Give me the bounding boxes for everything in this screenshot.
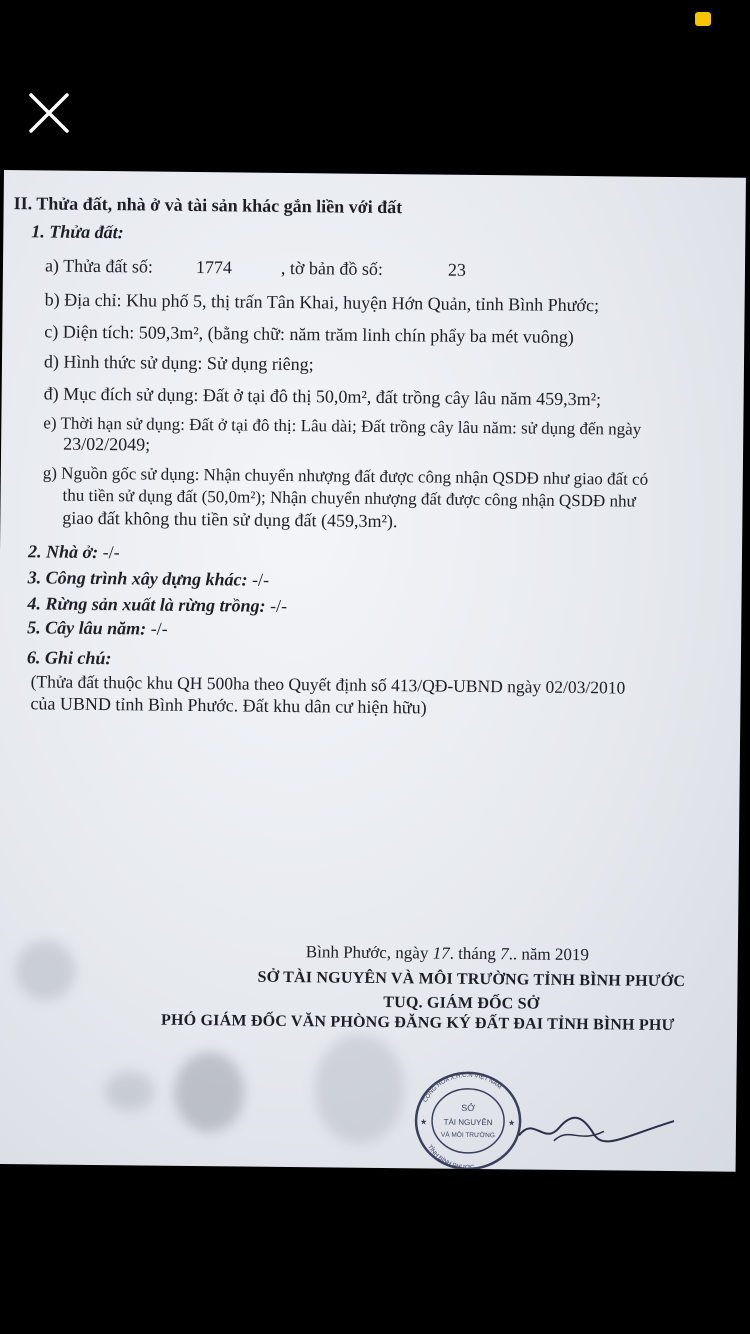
purpose-line: đ) Mục đích sử dụng: Đất ở tại đô thị 50,0m², đất trồng cây lâu năm 459,3m²; — [43, 383, 602, 410]
date-year: năm 2019 — [521, 944, 590, 965]
seal-text-1: SỞ — [461, 1102, 476, 1113]
date-day: 17 — [432, 943, 450, 963]
term-line-1: e) Thời hạn sử dụng: Đất ở tại đô thị: Lâu dài; Đất trồng cây lâu năm: sử dụng đến ngày — [43, 413, 642, 439]
origin-line-1: g) Nguồn gốc sử dụng: Nhận chuyển nhượng đất được công nhận QSDĐ như giao đất có — [42, 463, 649, 489]
construction-line — [28, 566, 270, 591]
usage-form-line: d) Hình thức sử dụng: Sử dụng riêng; — [43, 351, 314, 375]
seal-text-3: VÀ MÔI TRƯỜNG — [440, 1131, 495, 1140]
issuing-authority: SỞ TÀI NGUYÊN VÀ MÔI TRƯỜNG TỈNH BÌNH PHƯỚC — [257, 968, 686, 991]
seal-ring-top: CỘNG HÒA X.H.C.N VIỆT NAM — [422, 1072, 503, 1104]
perennial-label: 5. Cây lâu năm: — [27, 617, 147, 639]
forest-label: 4. Rừng sản xuất là rừng trồng: — [27, 593, 266, 616]
house-line — [28, 540, 120, 563]
seal-text-2: TÀI NGUYÊN — [443, 1117, 493, 1128]
signer-title: PHÓ GIÁM ĐỐC VĂN PHÒNG ĐĂNG KÝ ĐẤT ĐAI TỈNH BÌNH PHƯ — [161, 1011, 675, 1035]
date-prefix: Bình Phước, ngày — [305, 942, 429, 963]
origin-line-2: thu tiền sử dụng đất (50,0m²); Nhận chuyển nhượng đất được công nhận QSDĐ như — [62, 485, 636, 511]
stain — [104, 1071, 154, 1112]
term-line-2: 23/02/2049; — [63, 433, 151, 455]
signature-icon — [514, 1105, 684, 1152]
perennial-value: -/- — [150, 618, 168, 639]
parcel-line — [45, 254, 466, 280]
origin-line-3: giao đất không thu tiền sử dụng đất (459,3m²). — [62, 507, 398, 532]
stain — [174, 1052, 245, 1133]
document-photo[interactable] — [0, 170, 746, 1172]
area-line: c) Diện tích: 509,3m², (bằng chữ: năm trăm linh chín phẩy ba mét vuông) — [44, 321, 574, 347]
date-month: 7 — [500, 944, 509, 964]
seal-ring-bottom: TỈNH BÌNH PHƯỚC — [426, 1144, 475, 1172]
parcel-number: 1774 — [195, 257, 233, 278]
signing-date: Bình Phước, ngày 17. tháng 7.. năm 2019 — [305, 942, 590, 965]
map-number: 23 — [447, 259, 467, 280]
house-value: -/- — [102, 542, 120, 563]
close-icon — [26, 90, 72, 136]
construction-label: 3. Công trình xây dựng khác: — [27, 567, 248, 590]
date-month-label: tháng — [458, 943, 497, 964]
house-label: 2. Nhà ở: — [27, 541, 99, 563]
construction-value: -/- — [251, 569, 270, 590]
svg-text:★: ★ — [420, 1117, 428, 1127]
svg-text:★: ★ — [508, 1118, 516, 1128]
authorization-line: TUQ. GIÁM ĐỐC SỞ — [383, 994, 540, 1013]
subsection-title: 1. Thửa đất: — [31, 221, 124, 243]
forest-line — [27, 592, 287, 617]
map-label: , tờ bản đồ số: — [280, 257, 384, 279]
parcel-label: a) Thửa đất số: — [44, 255, 154, 277]
perennial-line — [27, 616, 168, 639]
note-title: 6. Ghi chú: — [26, 647, 112, 669]
note-line-1: (Thửa đất thuộc khu QH 500ha theo Quyết định số 413/QĐ-UBND ngày 02/03/2010 — [30, 671, 626, 698]
certificate-page — [4, 170, 746, 1172]
close-button[interactable] — [26, 90, 72, 136]
notification-indicator — [695, 12, 711, 26]
address-line: b) Địa chỉ: Khu phố 5, thị trấn Tân Khai, huyện Hớn Quản, tỉnh Bình Phước; — [44, 289, 600, 316]
section-title: II. Thửa đất, nhà ở và tài sản khác gắn liền với đất — [13, 193, 403, 218]
stain — [15, 940, 76, 1001]
stain — [314, 1033, 405, 1144]
note-line-2: của UBND tỉnh Bình Phước. Đất khu dân cư hiện hữu) — [30, 693, 427, 718]
forest-value: -/- — [269, 595, 288, 616]
